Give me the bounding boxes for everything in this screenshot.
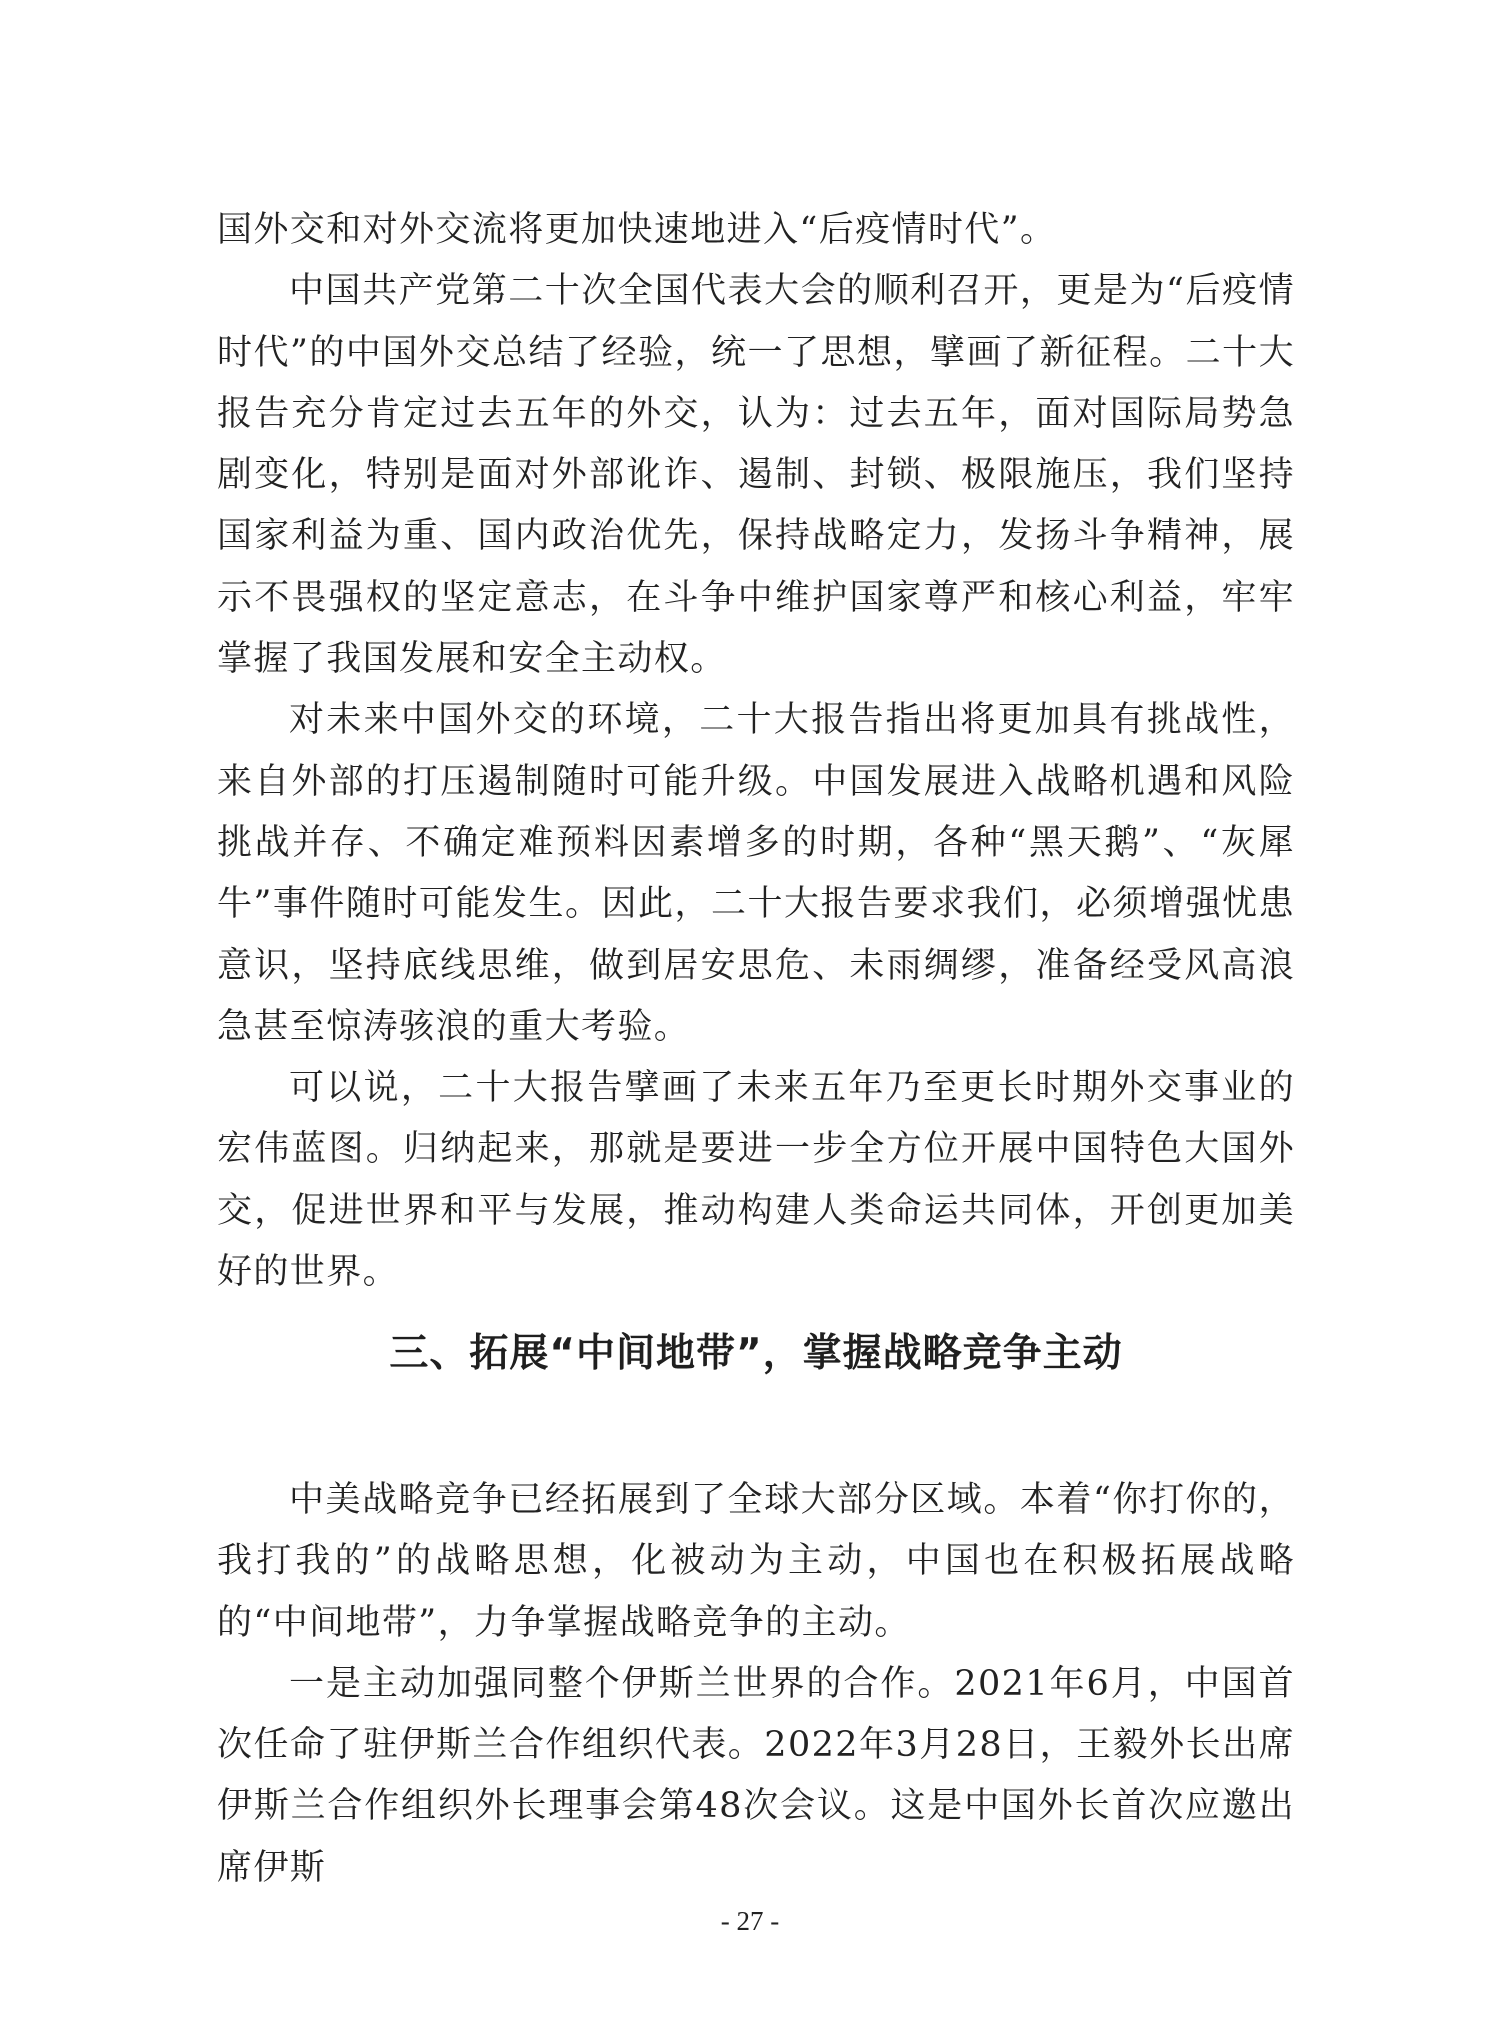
paragraph: 中国共产党第二十次全国代表大会的顺利召开，更是为“后疫情时代”的中国外交总结了经验，统一了思想，擘画了新征程。二十大报告充分肯定过去五年的外交，认为：过去五年，面对国际局势急剧变化，特别是面对外部讹诈、遏制、封锁、极限施压，我们坚持国家利益为重、国内政治优先，保持战略定力，发扬斗争精神，展示不畏强权的坚定意志，在斗争中维护国家尊严和核心利益，牢牢掌握了我国发展和安全主动权。 bbox=[217, 271, 1295, 680]
page-number: - 27 - bbox=[720, 1906, 780, 1936]
paragraph: 对未来中国外交的环境，二十大报告指出将更加具有挑战性，来自外部的打压遏制随时可能升级。中国发展进入战略机遇和风险挑战并存、不确定难预料因素增多的时期，各种“黑天鹅”、“灰犀牛”事件随时可能发生。因此，二十大报告要求我们，必须增强忧患意识，坚持底线思维，做到居安思危、未雨绸缪，准备经受风高浪急甚至惊涛骇浪的重大考验。 bbox=[217, 700, 1295, 1047]
paragraph-continuation: 国外交和对外交流将更加快速地进入“后疫情时代”。 bbox=[217, 210, 1057, 250]
body-text-before-heading bbox=[217, 200, 1295, 1303]
paragraph: 一是主动加强同整个伊斯兰世界的合作。2021年6月，中国首次任命了驻伊斯兰合作组织代表。2022年3月28日，王毅外长出席伊斯兰合作组织外长理事会第48次会议。这是中国外长首次应邀出席伊斯 bbox=[217, 1663, 1295, 1888]
body-text-after-heading bbox=[217, 1470, 1295, 1899]
paragraph: 可以说，二十大报告擘画了未来五年乃至更长时期外交事业的宏伟蓝图。归纳起来，那就是要进一步全方位开展中国特色大国外交，促进世界和平与发展，推动构建人类命运共同体，开创更加美好的世界。 bbox=[217, 1068, 1295, 1293]
section-heading: 三、拓展“中间地带”，掌握战略竞争主动 bbox=[389, 1331, 1123, 1376]
paragraph: 中美战略竞争已经拓展到了全球大部分区域。本着“你打你的，我打我的”的战略思想，化被动为主动，中国也在积极拓展战略的“中间地带”，力争掌握战略竞争的主动。 bbox=[217, 1480, 1295, 1643]
